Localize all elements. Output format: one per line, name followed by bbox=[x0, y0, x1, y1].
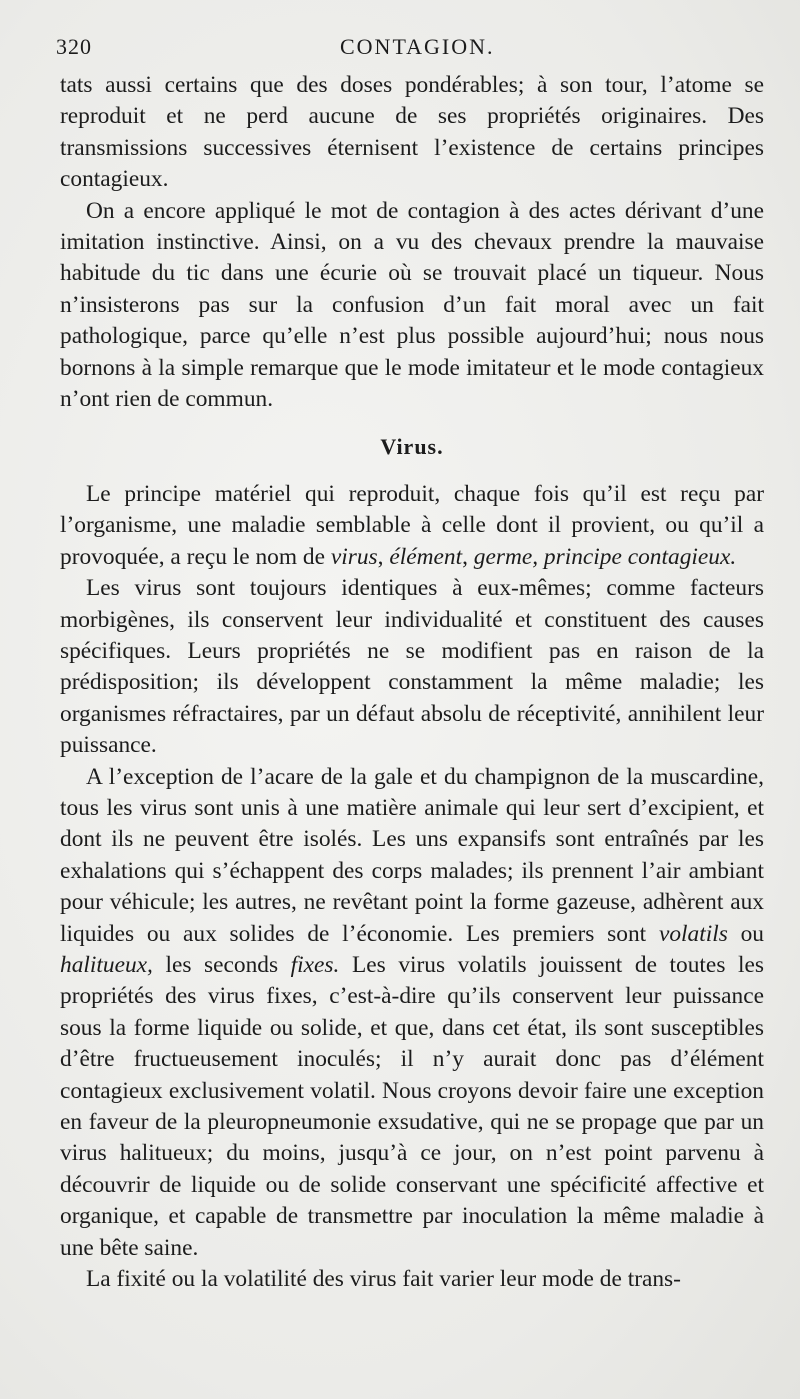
term-fixes: fixes. bbox=[290, 951, 340, 978]
paragraph-last: La fixité ou la volatilité des virus fait varier leur mode de trans- bbox=[86, 1266, 681, 1293]
term-element: élément bbox=[389, 543, 463, 570]
paragraph-virus-definition bbox=[60, 479, 764, 573]
paragraph-exception bbox=[60, 762, 764, 1265]
section-heading-virus: Virus. bbox=[380, 434, 444, 460]
paragraph-identiques: Les virus sont toujours identiques à eux-mêmes; comme facteurs morbigènes, ils conservent leur individualité et constituent des causes spécifiques. Leurs propriétés ne se modifient pas en raison de la prédisposition; ils développent constamment la même maladie; les organismes réfractaires, par un défaut absolu de réceptivité, annihilent leur puissance. bbox=[60, 575, 764, 759]
term-virus: virus bbox=[330, 543, 378, 570]
running-title: CONTAGION. bbox=[340, 34, 495, 59]
separator: , bbox=[377, 543, 390, 570]
running-header bbox=[56, 30, 764, 70]
paragraph-continued: tats aussi certains que des doses pondérables; à son tour, l’atome se reproduit et ne perd aucune de ses propriétés originaires. Des transmissions successives éternisent l’existence de certains principes contagieux. bbox=[60, 72, 764, 193]
exception-connector: les seconds bbox=[152, 951, 291, 978]
term-germe-principe: germe, principe contagieux. bbox=[473, 543, 737, 570]
exception-text-part1: A l’exception de l’acare de la gale et du champignon de la muscardine, tous les virus sont unis à une matière animale qui leur sert d’excipient, et dont ils ne peuvent être isolés. Les uns expansifs sont entraînés par les exhalations qui s’échappent des corps malades; ils prennent l’air ambiant pour véhicule; les autres, ne revêtant point la forme gazeuse, adhèrent aux liquides ou aux solides de l’économie. Les premiers sont bbox=[60, 763, 764, 947]
term-volatils: volatils bbox=[658, 920, 728, 947]
exception-text-part2: Les virus volatils jouissent de toutes les propriétés des virus fixes, c’est-à-dire qu’ils conservent leur puissance sous la forme liquide ou solide, et que, dans cet état, ils sont susceptibles d’être fructueusement inoculés; il n’y aurait donc pas d’élément contagieux exclusivement volatil. Nous croyons devoir faire une exception en faveur de la pleuropneumonie exsudative, qui ne se propage que par un virus halitueux; du moins, jusqu’à ce jour, on n’est point parvenu à découvrir de liquide ou de solide conservant une spécificité affective et organique, et capable de transmettre par inoculation la même maladie à une bête saine. bbox=[60, 951, 764, 1261]
paragraph-imitation: On a encore appliqué le mot de contagion à des actes dérivant d’une imitation instinctive. Ainsi, on a vu des chevaux prendre la mauvaise habitude du tic dans une écurie où se trouvait placé un tiqueur. Nous n’insisterons pas sur la confusion d’un fait moral avec un fait pathologique, parce qu’elle n’est plus possible aujourd’hui; nous nous bornons à la simple remarque que le mode imitateur et le mode contagieux n’ont rien de commun. bbox=[60, 197, 764, 413]
exception-connector: ou bbox=[727, 920, 764, 947]
virus-definition-text: Le principe matériel qui reproduit, chaque fois qu’il est reçu par l’organisme, une maladie semblable à celle dont il provient, ou qu’il a provoquée, a reçu le nom de bbox=[60, 480, 764, 570]
body-text bbox=[60, 70, 764, 1295]
term-halitueux: halitueux, bbox=[60, 951, 153, 978]
page-number: 320 bbox=[56, 34, 92, 59]
separator: , bbox=[462, 543, 474, 570]
